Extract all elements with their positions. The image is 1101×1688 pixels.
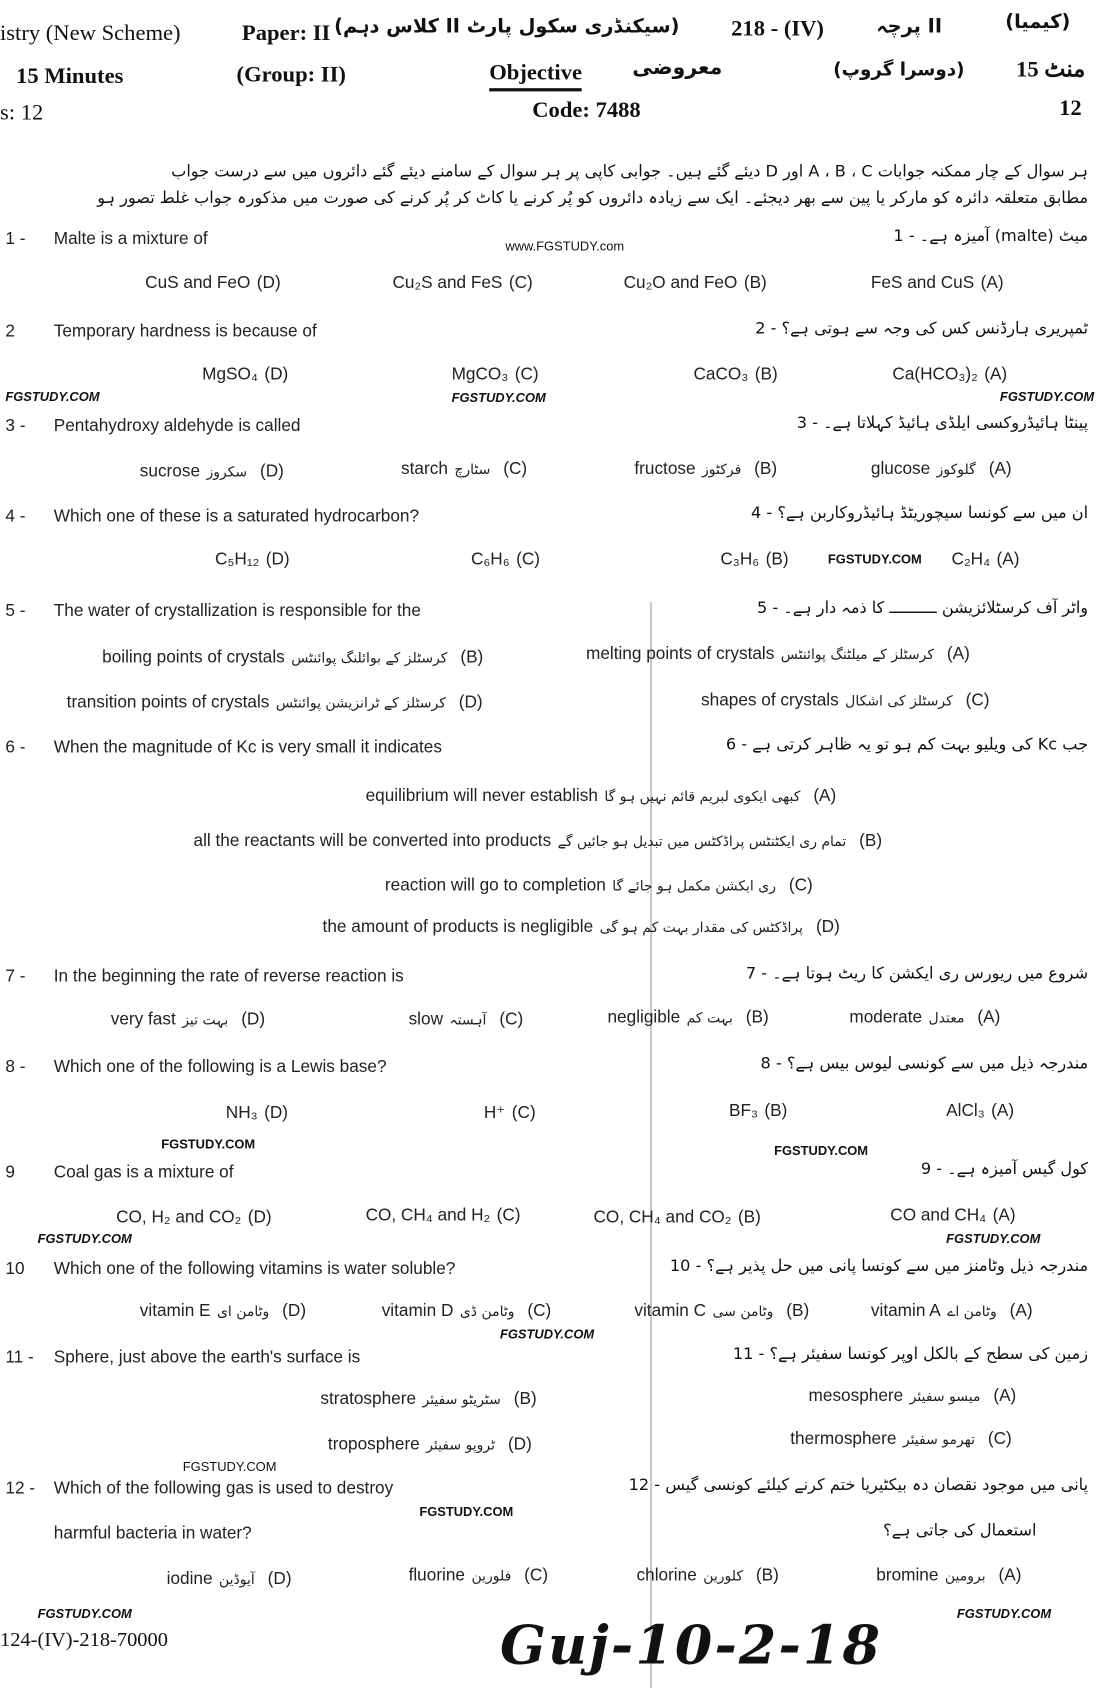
answer-option-a: [809, 1387, 1017, 1406]
question-text-ur: ٹمپریری ہارڈنس کس کی وجہ سے ہوتی ہے؟ - 2: [755, 318, 1089, 338]
question-text-ur-cont: استعمال کی جاتی ہے؟: [883, 1520, 1037, 1540]
question-number: 4 -: [5, 507, 26, 526]
answer-option-d: [67, 694, 483, 713]
question-text-en: When the magnitude of Kc is very small it indicates: [53, 738, 442, 757]
option-label: (A): [977, 1008, 1001, 1027]
option-text-ur: وٹامن ڈی: [459, 1304, 515, 1321]
answer-option-d: [167, 1570, 292, 1589]
option-text-en: FeS and CuS: [870, 274, 975, 293]
option-text-en: C₃H₆: [720, 550, 760, 569]
answer-option-a: [890, 1206, 1015, 1225]
option-text-en: slow: [408, 1010, 443, 1029]
answer-option-a: [586, 645, 970, 664]
option-text-en: all the reactants will be converted into products: [193, 832, 552, 851]
option-label: (B): [755, 1566, 779, 1585]
option-label: (B): [764, 1102, 788, 1121]
answer-option-c: [452, 366, 539, 385]
option-text-en: MgCO₃: [451, 365, 509, 384]
answer-option-a: [892, 366, 1007, 385]
option-label: (A): [1009, 1302, 1033, 1321]
option-text-en: starch: [401, 460, 448, 479]
answer-option-d: [116, 1209, 272, 1228]
question-text-en: Pentahydroxy aldehyde is called: [53, 417, 301, 436]
question-text-en: In the beginning the rate of reverse reaction is: [53, 967, 404, 986]
answer-option-b: [624, 274, 767, 293]
watermark: FGSTUDY.COM: [827, 551, 922, 567]
question-text-ur: ان میں سے کونسا سیچوریٹڈ ہائیڈروکاربن ہے؟ - 4: [751, 503, 1089, 523]
watermark: FGSTUDY.COM: [946, 1231, 1041, 1247]
option-text-ur: بہت کم: [686, 1010, 733, 1027]
paper-code: Code: 7488: [532, 96, 641, 123]
watermark: FGSTUDY.COM: [999, 389, 1095, 405]
option-text-ur: سٹریٹو سفیئر: [422, 1392, 501, 1409]
option-label: (D): [260, 462, 284, 481]
option-text-en: chlorine: [636, 1566, 697, 1585]
watermark: FGSTUDY.COM: [182, 1459, 277, 1475]
option-text-ur: کبھی ایکوی لبریم قائم نہیں ہو گا: [604, 789, 801, 806]
answer-option-d: [111, 1011, 265, 1030]
question-text-en: Which of the following gas is used to destroy: [53, 1479, 394, 1498]
option-text-en: Ca(HCO₃)₂: [892, 365, 978, 384]
title-ur: (سیکنڈری سکول پارٹ II کلاس دہم): [334, 15, 680, 38]
option-text-ur: کلورین: [703, 1568, 744, 1585]
watermark: FGSTUDY.COM: [37, 1606, 132, 1622]
option-text-en: vitamin D: [381, 1302, 454, 1321]
option-text-ur: کرسٹلز کے میلٹنگ پوائنٹس: [780, 647, 935, 664]
answer-option-b: [634, 1302, 809, 1321]
option-text-ur: تمام ری ایکٹنٹس پراڈکٹس میں تبدیل ہو جائیں گے: [557, 834, 847, 851]
watermark: FGSTUDY.COM: [419, 1504, 514, 1520]
question-text-en: Which one of the following vitamins is water soluble?: [53, 1260, 456, 1279]
option-label: (C): [965, 691, 990, 710]
question-number: 12 -: [5, 1479, 36, 1498]
option-label: (C): [508, 274, 533, 293]
instruction-line-1: ہر سوال کے چار ممکنہ جوابات A ، B ، C اور D دیئے گئے ہیں۔ جوابی کاپی پر ہر سوال کے سامنے دیئے گئے دائروں میں سے درست جواب: [171, 161, 1089, 181]
option-label: (C): [503, 460, 528, 479]
option-text-en: NH₃: [225, 1104, 258, 1123]
option-label: (D): [264, 365, 289, 384]
option-text-en: troposphere: [327, 1435, 420, 1454]
option-text-ur: ٹروپو سفیئر: [426, 1437, 496, 1454]
option-text-en: AlCl₃: [946, 1102, 985, 1121]
option-text-en: C₆H₆: [470, 550, 510, 569]
option-text-en: fluorine: [408, 1566, 466, 1585]
answer-option-b: [320, 1390, 536, 1409]
answer-option-b: [634, 460, 777, 479]
option-text-en: Cu₂S and FeS: [392, 274, 503, 293]
option-text-en: negligible: [607, 1008, 681, 1027]
answer-option-b: [729, 1102, 787, 1121]
option-label: (D): [264, 1104, 288, 1123]
answer-option-c: [701, 691, 990, 710]
option-label: (D): [241, 1010, 266, 1029]
answer-option-b: [694, 366, 778, 385]
objective-en: Objective: [489, 59, 582, 91]
watermark: FGSTUDY.COM: [774, 1142, 869, 1158]
question-text-en: Temporary hardness is because of: [53, 322, 317, 341]
option-label: (D): [815, 918, 840, 937]
option-label: (C): [514, 365, 539, 384]
option-label: (D): [507, 1435, 532, 1454]
option-label: (B): [460, 648, 484, 667]
group-ur: (دوسرا گروپ): [833, 59, 965, 81]
option-label: (B): [754, 365, 778, 384]
watermark: www.FGSTUDY.com: [505, 238, 625, 254]
option-text-ur: وٹامن اے: [947, 1304, 997, 1321]
subject-en: istry (New Scheme): [0, 19, 181, 46]
answer-option-b: [194, 832, 883, 851]
option-label: (B): [859, 832, 883, 851]
answer-option-b: [102, 648, 483, 667]
question-number: 10: [5, 1260, 25, 1279]
question-text-ur: واٹر آف کرسٹلائزیشن ــــــــــ کا ذمہ دار ہے۔ - 5: [756, 597, 1089, 618]
option-text-en: glucose: [870, 460, 931, 479]
option-label: (A): [984, 365, 1008, 384]
answer-option-d: [328, 1435, 532, 1454]
question-number: 1 -: [5, 230, 26, 249]
option-text-en: fructose: [634, 460, 696, 479]
answer-option-c: [484, 1102, 536, 1124]
paper-en: Paper: II: [241, 19, 331, 46]
option-text-en: CaCO₃: [693, 365, 749, 384]
option-text-en: equilibrium will never establish: [365, 787, 598, 806]
watermark: FGSTUDY.COM: [499, 1326, 595, 1342]
option-label: (C): [496, 1206, 521, 1225]
question-text-ur: زمین کی سطح کے بالکل اوپر کونسا سفیئر ہے؟ - 11: [732, 1344, 1089, 1364]
answer-option-d: [202, 366, 288, 385]
answer-option-c: [471, 551, 540, 570]
option-text-ur: فرکٹوز: [702, 462, 742, 479]
option-label: (C): [524, 1566, 549, 1585]
watermark: FGSTUDY.COM: [161, 1136, 256, 1152]
answer-option-c: [382, 1302, 552, 1321]
option-label: (C): [987, 1430, 1012, 1449]
answer-option-c: [409, 1567, 548, 1586]
option-label: (A): [988, 460, 1012, 479]
fold-line: [650, 602, 651, 1688]
option-text-en: vitamin E: [139, 1302, 211, 1321]
option-label: (C): [499, 1010, 524, 1029]
option-text-ur: بہت تیز: [182, 1012, 229, 1029]
option-label: (A): [996, 550, 1020, 569]
answer-option-b: [607, 1009, 768, 1028]
watermark: FGSTUDY.COM: [37, 1231, 132, 1247]
option-text-en: BF₃: [728, 1102, 758, 1121]
option-text-ur: سکروز: [206, 464, 248, 481]
question-text-en: Malte is a mixture of: [53, 230, 208, 249]
watermark: FGSTUDY.COM: [451, 390, 546, 406]
option-text-en: mesosphere: [808, 1387, 904, 1406]
marks-ur: 12: [1059, 94, 1082, 121]
answer-option-d: [226, 1104, 288, 1123]
option-text-ur: وٹامن ای: [216, 1304, 270, 1321]
question-text-en: Which one of the following is a Lewis base?: [53, 1057, 387, 1077]
answer-option-d: [215, 551, 290, 570]
answer-option-c: [392, 274, 532, 293]
option-text-ur: کرسٹلز کے ٹرانزیشن پوائنٹس: [275, 695, 446, 712]
option-text-en: very fast: [110, 1010, 176, 1029]
option-text-ur: پراڈکٹس کی مقدار بہت کم ہو گی: [599, 920, 804, 937]
time-ur: 15 منٹ: [1016, 55, 1086, 82]
option-label: (A): [992, 1206, 1016, 1225]
option-text-en: boiling points of crystals: [102, 648, 285, 667]
option-label: (B): [743, 274, 767, 293]
handwritten-date: Guj-10-2-18: [499, 1612, 883, 1677]
option-text-ur: آہستہ: [449, 1012, 487, 1029]
answer-option-a: [946, 1102, 1014, 1121]
option-label: (A): [993, 1387, 1017, 1406]
option-text-en: vitamin A: [870, 1302, 941, 1321]
option-text-ur: برومین: [944, 1568, 986, 1585]
group-en: (Group: II): [236, 61, 346, 88]
instruction-line-2: مطابق متعلقہ دائرہ کو مارکر یا پین سے بھر دیجئے۔ ایک سے زیادہ دائروں کو پُر کرنے یا کاٹ کر پُر کرنے کی صورت میں مذکورہ جواب غلط تصور ہو: [97, 188, 1089, 208]
question-number: 5 -: [5, 602, 26, 621]
footer-code: 124-(IV)-218-70000: [0, 1628, 168, 1652]
marks-en: s: 12: [0, 98, 44, 125]
question-text-en: Sphere, just above the earth's surface is: [53, 1348, 361, 1367]
answer-option-c: [401, 460, 527, 479]
answer-option-c: [790, 1430, 1012, 1449]
question-text-ur: کول گیس آمیزہ ہے۔ - 9: [920, 1159, 1089, 1179]
option-text-en: thermosphere: [790, 1430, 897, 1449]
answer-option-a: [876, 1567, 1021, 1586]
option-text-ur: میسو سفیئر: [909, 1389, 981, 1406]
option-text-ur: تھرمو سفیئر: [902, 1432, 976, 1449]
question-text-ur: میٹ (malte) آمیزہ ہے۔ - 1: [893, 225, 1089, 246]
option-label: (A): [946, 645, 970, 664]
subject-ur: (کیمیا): [1005, 10, 1071, 34]
option-text-en: CO, CH₄ and CO₂: [593, 1208, 732, 1227]
option-text-en: CO, CH₄ and H₂: [365, 1206, 491, 1225]
answer-option-d: [323, 918, 840, 937]
question-text-ur: شروع میں ریورس ری ایکشن کا ریٹ ہوتا ہے۔ - 7: [745, 963, 1089, 983]
question-text-en: The water of crystallization is responsible for the: [53, 602, 421, 621]
option-text-en: transition points of crystals: [66, 693, 270, 712]
question-text-ur: پانی میں موجود نقصان دہ بیکٹیریا ختم کرنے کیلئے کونسی گیس - 12: [628, 1475, 1089, 1495]
option-label: (D): [267, 1569, 292, 1589]
option-text-en: stratosphere: [320, 1390, 417, 1409]
option-text-en: moderate: [849, 1008, 923, 1027]
option-text-ur: کرسٹلز کے بوائلنگ پوائنٹس: [291, 650, 448, 667]
code-top: 218 - (IV): [731, 15, 824, 41]
option-text-en: iodine: [166, 1569, 213, 1589]
option-label: (D): [458, 693, 483, 712]
question-number: 8 -: [5, 1057, 26, 1077]
option-text-en: shapes of crystals: [701, 691, 839, 710]
option-text-ur: گلوکوز: [936, 462, 976, 479]
option-text-en: sucrose: [139, 462, 201, 481]
answer-option-d: [140, 1302, 306, 1321]
answer-option-a: [366, 787, 837, 806]
option-text-ur: فلورین: [471, 1568, 512, 1585]
answer-option-b: [594, 1209, 761, 1228]
option-text-en: CO, H₂ and CO₂: [116, 1208, 242, 1227]
option-label: (B): [754, 460, 778, 479]
question-number: 2: [5, 322, 15, 341]
answer-option-a: [952, 551, 1020, 570]
watermark: FGSTUDY.COM: [5, 389, 100, 405]
answer-option-a: [871, 1302, 1033, 1321]
answer-option-b: [720, 551, 788, 570]
question-text-en-cont: harmful bacteria in water?: [53, 1524, 252, 1543]
option-label: (C): [516, 550, 541, 569]
answer-option-a: [871, 460, 1012, 479]
question-text-en: Coal gas is a mixture of: [53, 1163, 234, 1182]
answer-option-d: [145, 274, 281, 293]
option-text-ur: معتدل: [928, 1010, 965, 1027]
option-text-en: vitamin C: [634, 1302, 707, 1321]
option-text-en: melting points of crystals: [585, 645, 775, 664]
option-label: (D): [265, 550, 290, 569]
answer-option-a: [871, 274, 1004, 293]
option-text-en: CO and CH₄: [890, 1206, 987, 1225]
option-label: (B): [513, 1390, 537, 1409]
option-label: (A): [998, 1566, 1022, 1585]
answer-option-c: [409, 1011, 524, 1030]
answer-option-c: [385, 876, 813, 895]
option-label: (C): [511, 1104, 536, 1123]
objective-ur: معروضی: [632, 55, 723, 80]
answer-option-c: [366, 1206, 521, 1225]
question-text-en: Which one of these is a saturated hydrocarbon?: [53, 507, 420, 526]
option-label: (B): [745, 1008, 769, 1027]
option-label: (C): [788, 876, 813, 895]
option-text-en: CuS and FeO: [145, 274, 251, 293]
option-label: (A): [980, 274, 1004, 293]
option-text-en: the amount of products is negligible: [322, 918, 594, 937]
option-label: (D): [247, 1208, 272, 1227]
option-text-en: C₅H₁₂: [215, 550, 260, 569]
answer-option-d: [140, 462, 284, 481]
option-label: (C): [527, 1302, 552, 1321]
option-text-ur: آیوڈین: [219, 1571, 255, 1589]
option-text-en: reaction will go to completion: [384, 876, 606, 895]
option-label: (A): [991, 1102, 1015, 1121]
time-en: 15 Minutes: [16, 62, 124, 89]
question-number: 9: [5, 1163, 15, 1182]
option-label: (D): [282, 1302, 307, 1321]
option-label: (B): [786, 1302, 810, 1321]
question-text-ur: پینٹا ہائیڈروکسی ایلڈی ہائیڈ کہلاتا ہے۔ - 3: [796, 412, 1089, 433]
option-text-ur: کرسٹلز کی اشکال: [845, 693, 953, 710]
question-number: 6 -: [5, 738, 26, 757]
option-text-en: MgSO₄: [202, 365, 258, 384]
question-text-ur: مندرجہ ذیل میں سے کونسی لیوس بیس ہے؟ - 8: [760, 1053, 1089, 1074]
option-text-en: C₂H₄: [951, 550, 991, 569]
question-text-ur: مندرجہ ذیل وٹامنز میں سے کونسا پانی میں حل پذیر ہے؟ - 10: [669, 1255, 1089, 1276]
watermark: FGSTUDY.COM: [956, 1606, 1052, 1622]
question-text-ur: جب Kc کی ویلیو بہت کم ہو تو یہ ظاہر کرتی ہے - 6: [725, 734, 1089, 754]
answer-option-b: [637, 1567, 779, 1586]
option-label: (A): [813, 787, 837, 806]
question-number: 11 -: [5, 1348, 34, 1367]
answer-option-a: [849, 1009, 1000, 1028]
option-label: (B): [765, 550, 789, 569]
option-text-ur: وٹامن سی: [712, 1304, 774, 1321]
option-text-ur: سٹارچ: [454, 462, 491, 479]
option-text-en: H⁺: [483, 1104, 506, 1123]
option-text-en: bromine: [876, 1566, 939, 1585]
question-number: 7 -: [5, 967, 26, 986]
option-label: (B): [737, 1208, 761, 1227]
option-label: (D): [256, 274, 281, 293]
paper-ur: II پرچہ: [876, 15, 943, 38]
question-number: 3 -: [5, 417, 26, 436]
option-text-en: Cu₂O and FeO: [623, 274, 738, 293]
option-text-ur: ری ایکشن مکمل ہو جائے گا: [612, 878, 776, 895]
